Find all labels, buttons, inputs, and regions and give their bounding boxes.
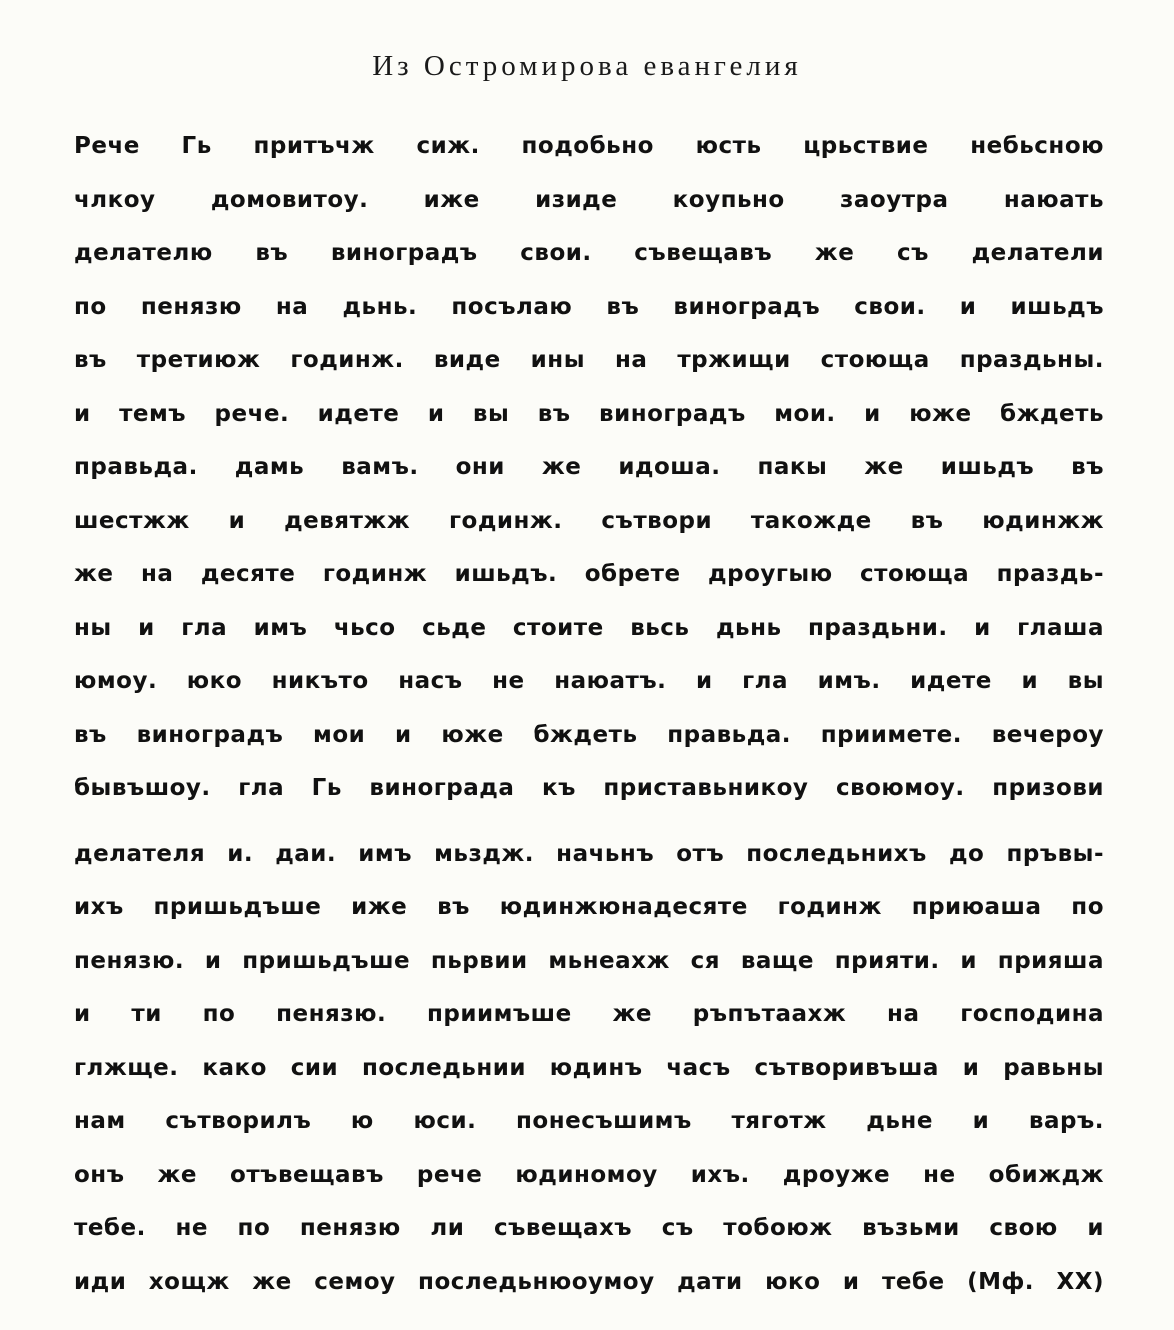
text-line: пенязю. и пришьдъше пьрвии мьнеахж ся ваще прияти. и прияша [74, 947, 1104, 974]
text-line: шестжж и девятжж годинж. сътвори такожде въ юдинжж [74, 507, 1104, 534]
manuscript-text [74, 120, 1104, 1309]
text-line: въ третиюж годинж. виде ины на тржищи стоюща праздьны. [74, 347, 1104, 373]
text-line: онъ же отъвещавъ рече юдиномоу ихъ. дроуже не обиждж [74, 1161, 1104, 1188]
text-line: нам сътворилъ ю юси. понесъшимъ тяготж дьне и варъ. [74, 1108, 1104, 1134]
text-line: Рече Гь притъчж сиж. подобьно юсть црьствие небьсною [74, 133, 1104, 159]
text-line: делателю въ виноградъ свои. съвещавъ же съ делатели [74, 240, 1104, 266]
text-line: члкоу домовитоу. иже изиде коупьно заоутра наюать [74, 186, 1104, 213]
text-line: делателя и. даи. имъ мьздж. начьнъ отъ последьнихъ до пръвы- [74, 840, 1104, 867]
text-line: юмоу. юко никъто насъ не наюатъ. и гла имъ. идете и вы [74, 668, 1104, 694]
text-line: глжще. како сии последьнии юдинъ часъ сътворивъша и равьны [74, 1054, 1104, 1081]
text-line: бывъшоу. гла Гь винограда къ приставьникоу своюмоу. призови [74, 775, 1104, 801]
text-line: въ виноградъ мои и юже бждеть правьда. приимете. вечероу [74, 721, 1104, 748]
text-line: же на десяте годинж ишьдъ. обрете дроугыю стоюща праздь- [74, 561, 1104, 587]
text-line: по пенязю на дьнь. посълаю въ виноградъ свои. и ишьдъ [74, 293, 1104, 320]
text-line: правьда. дамь вамъ. они же идоша. пакы же ишьдъ въ [74, 454, 1104, 480]
text-line: ны и гла имъ чьсо сьде стоите вьсь дьнь праздьни. и глаша [74, 614, 1104, 641]
text-line: иди хощж же семоу последьнюоумоу дати юко и тебе (Мф. XX) [74, 1268, 1104, 1295]
text-line: тебе. не по пенязю ли съвещахъ съ тобоюж възьми свою и [74, 1215, 1104, 1241]
text-line: и темъ рече. идете и вы въ виноградъ мои. и юже бждеть [74, 400, 1104, 427]
text-line: и ти по пенязю. приимъше же ръпътаахж на господина [74, 1001, 1104, 1027]
page-title: Из Остромирова евангелия [372, 50, 802, 82]
text-line: ихъ пришьдъше иже въ юдинжюнадесяте годинж приюаша по [74, 894, 1104, 920]
